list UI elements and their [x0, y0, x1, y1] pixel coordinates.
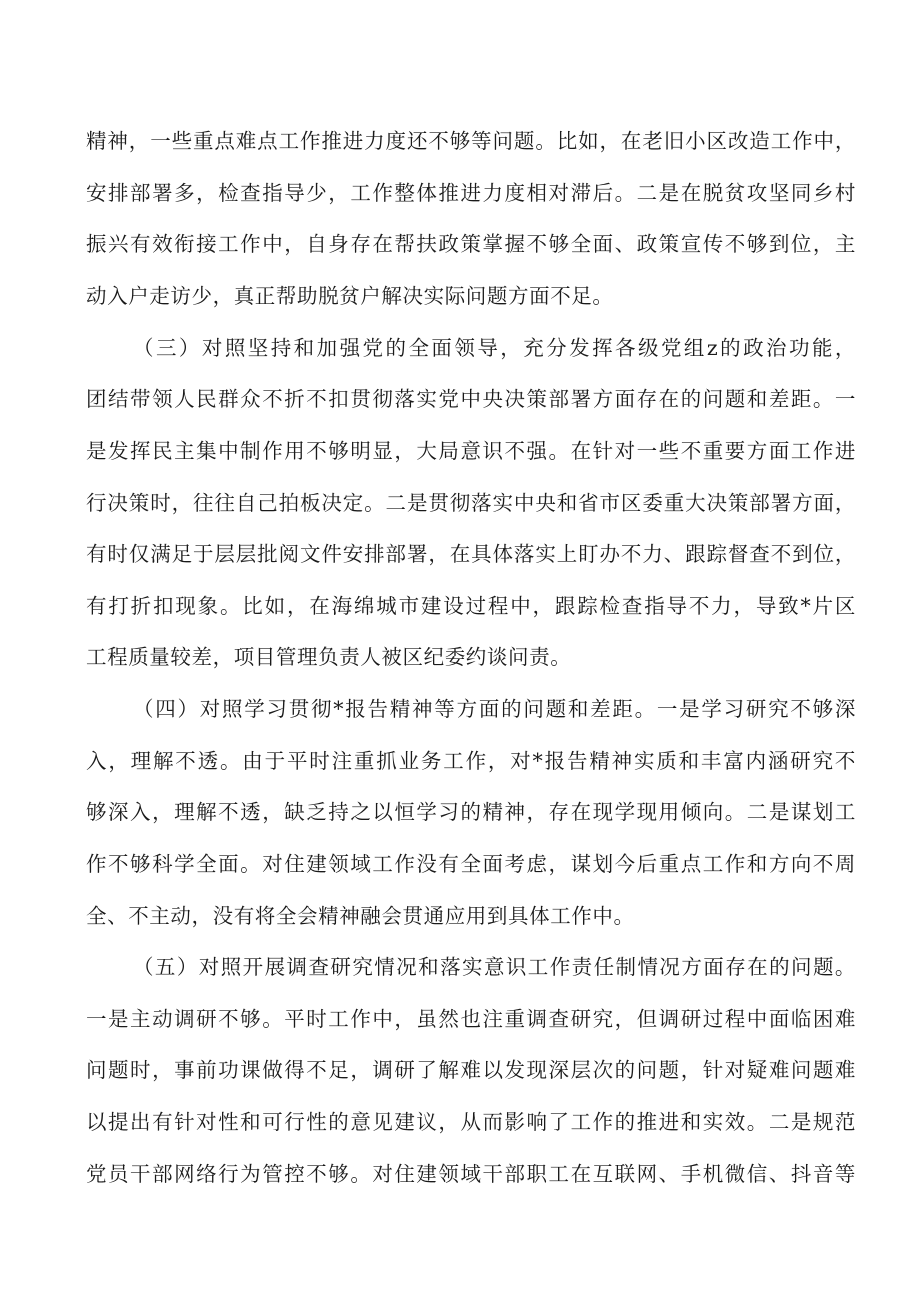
body-text-line: 动入户走访少，真正帮助脱贫户解决实际问题方面不足。	[86, 284, 614, 308]
body-text-line: 安排部署多，检查指导少，工作整体推进力度相对滞后。二是在脱贫攻坚同乡村	[86, 181, 856, 205]
body-text-line: 有时仅满足于层层批阅文件安排部署，在具体落实上盯办不力、跟踪督查不到位，	[86, 542, 856, 566]
body-text-line: 以提出有针对性和可行性的意见建议，从而影响了工作的推进和实效。二是规范	[86, 1110, 856, 1134]
body-text-line: 行决策时，往往自己拍板决定。二是贯彻落实中央和省市区委重大决策部署方面，	[86, 491, 856, 515]
body-text-line: 够深入，理解不透，缺乏持之以恒学习的精神，存在现学现用倾向。二是谋划工	[86, 800, 856, 824]
section-heading-line: （四）对照学习贯彻*报告精神等方面的问题和差距。一是学习研究不够深	[133, 697, 856, 721]
section-heading-line: （五）对照开展调查研究情况和落实意识工作责任制情况方面存在的问题。	[133, 955, 856, 979]
body-text-line: 团结带领人民群众不折不扣贯彻落实党中央决策部署方面存在的问题和差距。一	[86, 387, 856, 411]
body-text-line: 精神，一些重点难点工作推进力度还不够等问题。比如，在老旧小区改造工作中，	[86, 129, 856, 153]
body-text-line: 全、不主动，没有将全会精神融会贯通应用到具体工作中。	[86, 904, 635, 928]
section-heading-line: （三）对照坚持和加强党的全面领导，充分发挥各级党组z的政治功能，	[133, 336, 856, 360]
body-text-line: 问题时，事前功课做得不足，调研了解难以发现深层次的问题，针对疑难问题难	[86, 1058, 856, 1082]
body-text-line: 一是主动调研不够。平时工作中，虽然也注重调查研究，但调研过程中面临困难	[86, 1007, 856, 1031]
body-text-line: 党员干部网络行为管控不够。对住建领域干部职工在互联网、手机微信、抖音等	[86, 1162, 856, 1186]
body-text-line: 作不够科学全面。对住建领域工作没有全面考虑，谋划今后重点工作和方向不周	[86, 852, 856, 876]
body-text-line: 入，理解不透。由于平时注重抓业务工作，对*报告精神实质和丰富内涵研究不	[86, 749, 856, 773]
body-text-line: 工程质量较差，项目管理负责人被区纪委约谈问责。	[86, 645, 572, 669]
body-text-line: 振兴有效衔接工作中，自身存在帮扶政策掌握不够全面、政策宣传不够到位，主	[86, 232, 856, 256]
body-text-line: 是发挥民主集中制作用不够明显，大局意识不强。在针对一些不重要方面工作进	[86, 439, 856, 463]
body-text-line: 有打折扣现象。比如，在海绵城市建设过程中，跟踪检查指导不力，导致*片区	[86, 594, 856, 618]
